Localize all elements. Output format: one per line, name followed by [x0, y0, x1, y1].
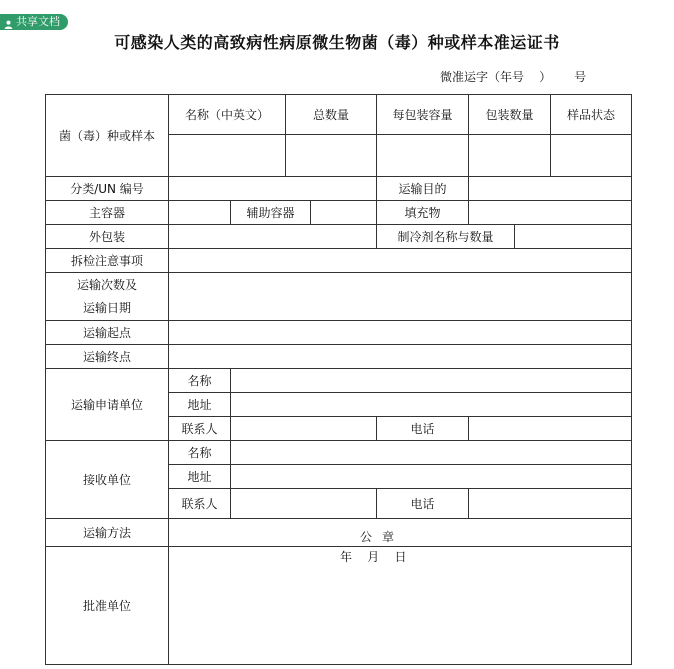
inspection-notes-label: 拆检注意事项 — [46, 249, 169, 273]
applicant-name-cell[interactable] — [231, 369, 632, 393]
aux-container-label: 辅助容器 — [231, 201, 311, 225]
applicant-name-label: 名称 — [169, 369, 231, 393]
permit-form-table — [45, 94, 632, 665]
col-package-count: 包装数量 — [469, 95, 551, 135]
col-per-package-volume: 每包装容量 — [377, 95, 469, 135]
coolant-label: 制冷剂名称与数量 — [377, 225, 515, 249]
user-icon — [4, 18, 13, 27]
receiver-name-cell[interactable] — [231, 441, 632, 465]
receiver-name-label: 名称 — [169, 441, 231, 465]
document-title: 可感染人类的高致病性病原微生物菌（毒）种或样本准运证书 — [114, 33, 560, 52]
aux-container-cell[interactable] — [311, 201, 377, 225]
purpose-label: 运输目的 — [377, 177, 469, 201]
un-class-cell[interactable] — [169, 177, 377, 201]
per-package-volume-cell[interactable] — [377, 135, 469, 177]
un-class-label: 分类/UN 编号 — [46, 177, 169, 201]
receiver-contact-label: 联系人 — [169, 489, 231, 519]
receiver-address-label: 地址 — [169, 465, 231, 489]
transport-times-label — [46, 273, 169, 321]
permit-number-line: 微准运字（年号 ） 号 — [440, 70, 587, 84]
applicant-phone-cell[interactable] — [469, 417, 632, 441]
transport-method-label: 运输方法 — [46, 519, 169, 547]
receiver-phone-cell[interactable] — [469, 489, 632, 519]
applicant-label: 运输申请单位 — [46, 369, 169, 441]
sample-label: 菌（毒）种或样本 — [46, 95, 169, 177]
sample-status-cell[interactable] — [551, 135, 632, 177]
transport-start-label: 运输起点 — [46, 321, 169, 345]
coolant-cell[interactable] — [515, 225, 632, 249]
receiver-address-cell[interactable] — [231, 465, 632, 489]
package-count-cell[interactable] — [469, 135, 551, 177]
transport-times-line2: 运输日期 — [82, 300, 131, 315]
outer-package-cell[interactable] — [169, 225, 377, 249]
outer-package-label: 外包装 — [46, 225, 169, 249]
applicant-contact-cell[interactable] — [231, 417, 377, 441]
shared-document-badge — [0, 14, 68, 30]
filler-cell[interactable] — [469, 201, 632, 225]
transport-start-cell[interactable] — [169, 321, 632, 345]
receiver-contact-cell[interactable] — [231, 489, 377, 519]
col-sample-status: 样品状态 — [551, 95, 632, 135]
inspection-notes-cell[interactable] — [169, 249, 632, 273]
applicant-address-label: 地址 — [169, 393, 231, 417]
receiver-phone-label: 电话 — [377, 489, 469, 519]
transport-times-line1: 运输次数及 — [76, 277, 137, 292]
applicant-contact-label: 联系人 — [169, 417, 231, 441]
seal-date-line: 年 月 日 — [340, 550, 407, 564]
approver-label: 批准单位 — [46, 547, 169, 665]
receiver-label: 接收单位 — [46, 441, 169, 519]
total-quantity-cell[interactable] — [286, 135, 377, 177]
transport-end-label: 运输终点 — [46, 345, 169, 369]
applicant-phone-label: 电话 — [377, 417, 469, 441]
official-seal-label: 公章 — [360, 530, 405, 544]
purpose-cell[interactable] — [469, 177, 632, 201]
transport-end-cell[interactable] — [169, 345, 632, 369]
sample-name-cell[interactable] — [169, 135, 286, 177]
transport-times-cell[interactable] — [169, 273, 632, 321]
primary-container-label: 主容器 — [46, 201, 169, 225]
filler-label: 填充物 — [377, 201, 469, 225]
col-name: 名称（中英文） — [169, 95, 286, 135]
badge-label: 共享文档 — [16, 15, 60, 28]
applicant-address-cell[interactable] — [231, 393, 632, 417]
col-total-quantity: 总数量 — [286, 95, 377, 135]
primary-container-cell[interactable] — [169, 201, 231, 225]
